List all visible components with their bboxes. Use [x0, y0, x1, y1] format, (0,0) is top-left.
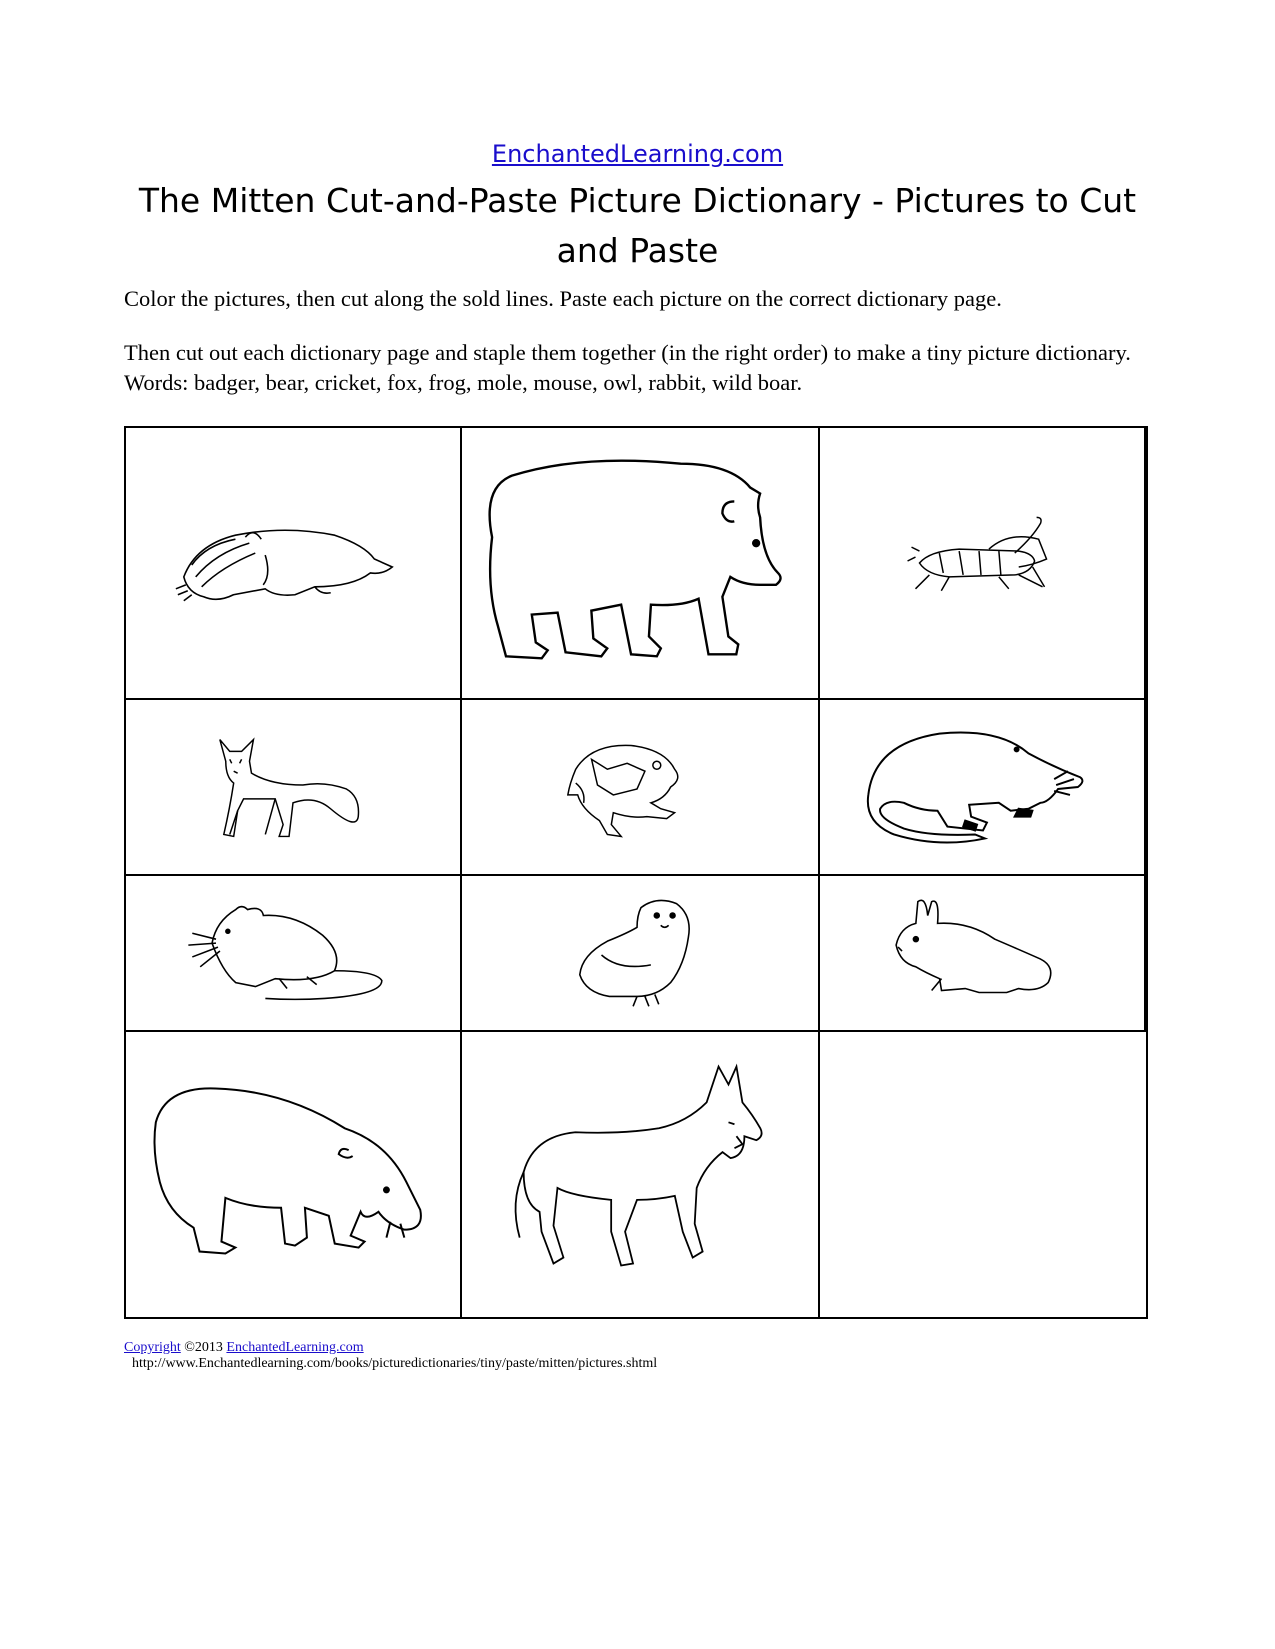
instruction-line-2: Then cut out each dictionary page and staple them together (in the right order) to make a tiny picture dictionary. Words: badger, bear, cricket, fox, frog, mole, mouse, owl, rabbit, wild boar.: [124, 340, 1131, 395]
mole-icon: [820, 700, 1144, 874]
wolf-icon: [462, 1032, 818, 1317]
picture-grid: [124, 426, 1148, 1319]
page-url: http://www.Enchantedlearning.com/books/picturedictionaries/tiny/paste/mitten/pictures.shtml: [132, 1356, 658, 1371]
badger-icon: [126, 428, 460, 698]
footer-site-link[interactable]: EnchantedLearning.com: [226, 1340, 364, 1355]
picture-cell-owl: [462, 876, 820, 1032]
picture-cell-badger: [126, 428, 462, 700]
owl-icon: [462, 876, 818, 1030]
picture-cell-wild-boar: [126, 1032, 462, 1317]
frog-icon: [462, 700, 818, 874]
bear-icon: [462, 428, 818, 698]
footer: [124, 1340, 657, 1372]
picture-cell-empty: [820, 1032, 1146, 1317]
mouse-icon: [126, 876, 460, 1030]
page-title: The Mitten Cut-and-Paste Picture Dictionary - Pictures to Cut and Paste: [138, 181, 1137, 270]
picture-cell-bear: [462, 428, 820, 700]
picture-cell-frog: [462, 700, 820, 876]
site-link[interactable]: EnchantedLearning.com: [491, 140, 784, 168]
picture-cell-cricket: [820, 428, 1146, 700]
picture-cell-mole: [820, 700, 1146, 876]
copyright-text: ©2013: [180, 1340, 227, 1355]
wild-boar-icon: [126, 1032, 460, 1317]
picture-cell-fox: [126, 700, 462, 876]
picture-cell-rabbit: [820, 876, 1146, 1032]
rabbit-icon: [820, 876, 1144, 1030]
cricket-icon: [820, 428, 1144, 698]
copyright-link[interactable]: Copyright: [124, 1340, 181, 1355]
picture-cell-wolf: [462, 1032, 820, 1317]
fox-icon: [126, 700, 460, 874]
instruction-line-1: Color the pictures, then cut along the sold lines. Paste each picture on the correct dictionary page.: [124, 286, 1002, 311]
picture-cell-mouse: [126, 876, 462, 1032]
